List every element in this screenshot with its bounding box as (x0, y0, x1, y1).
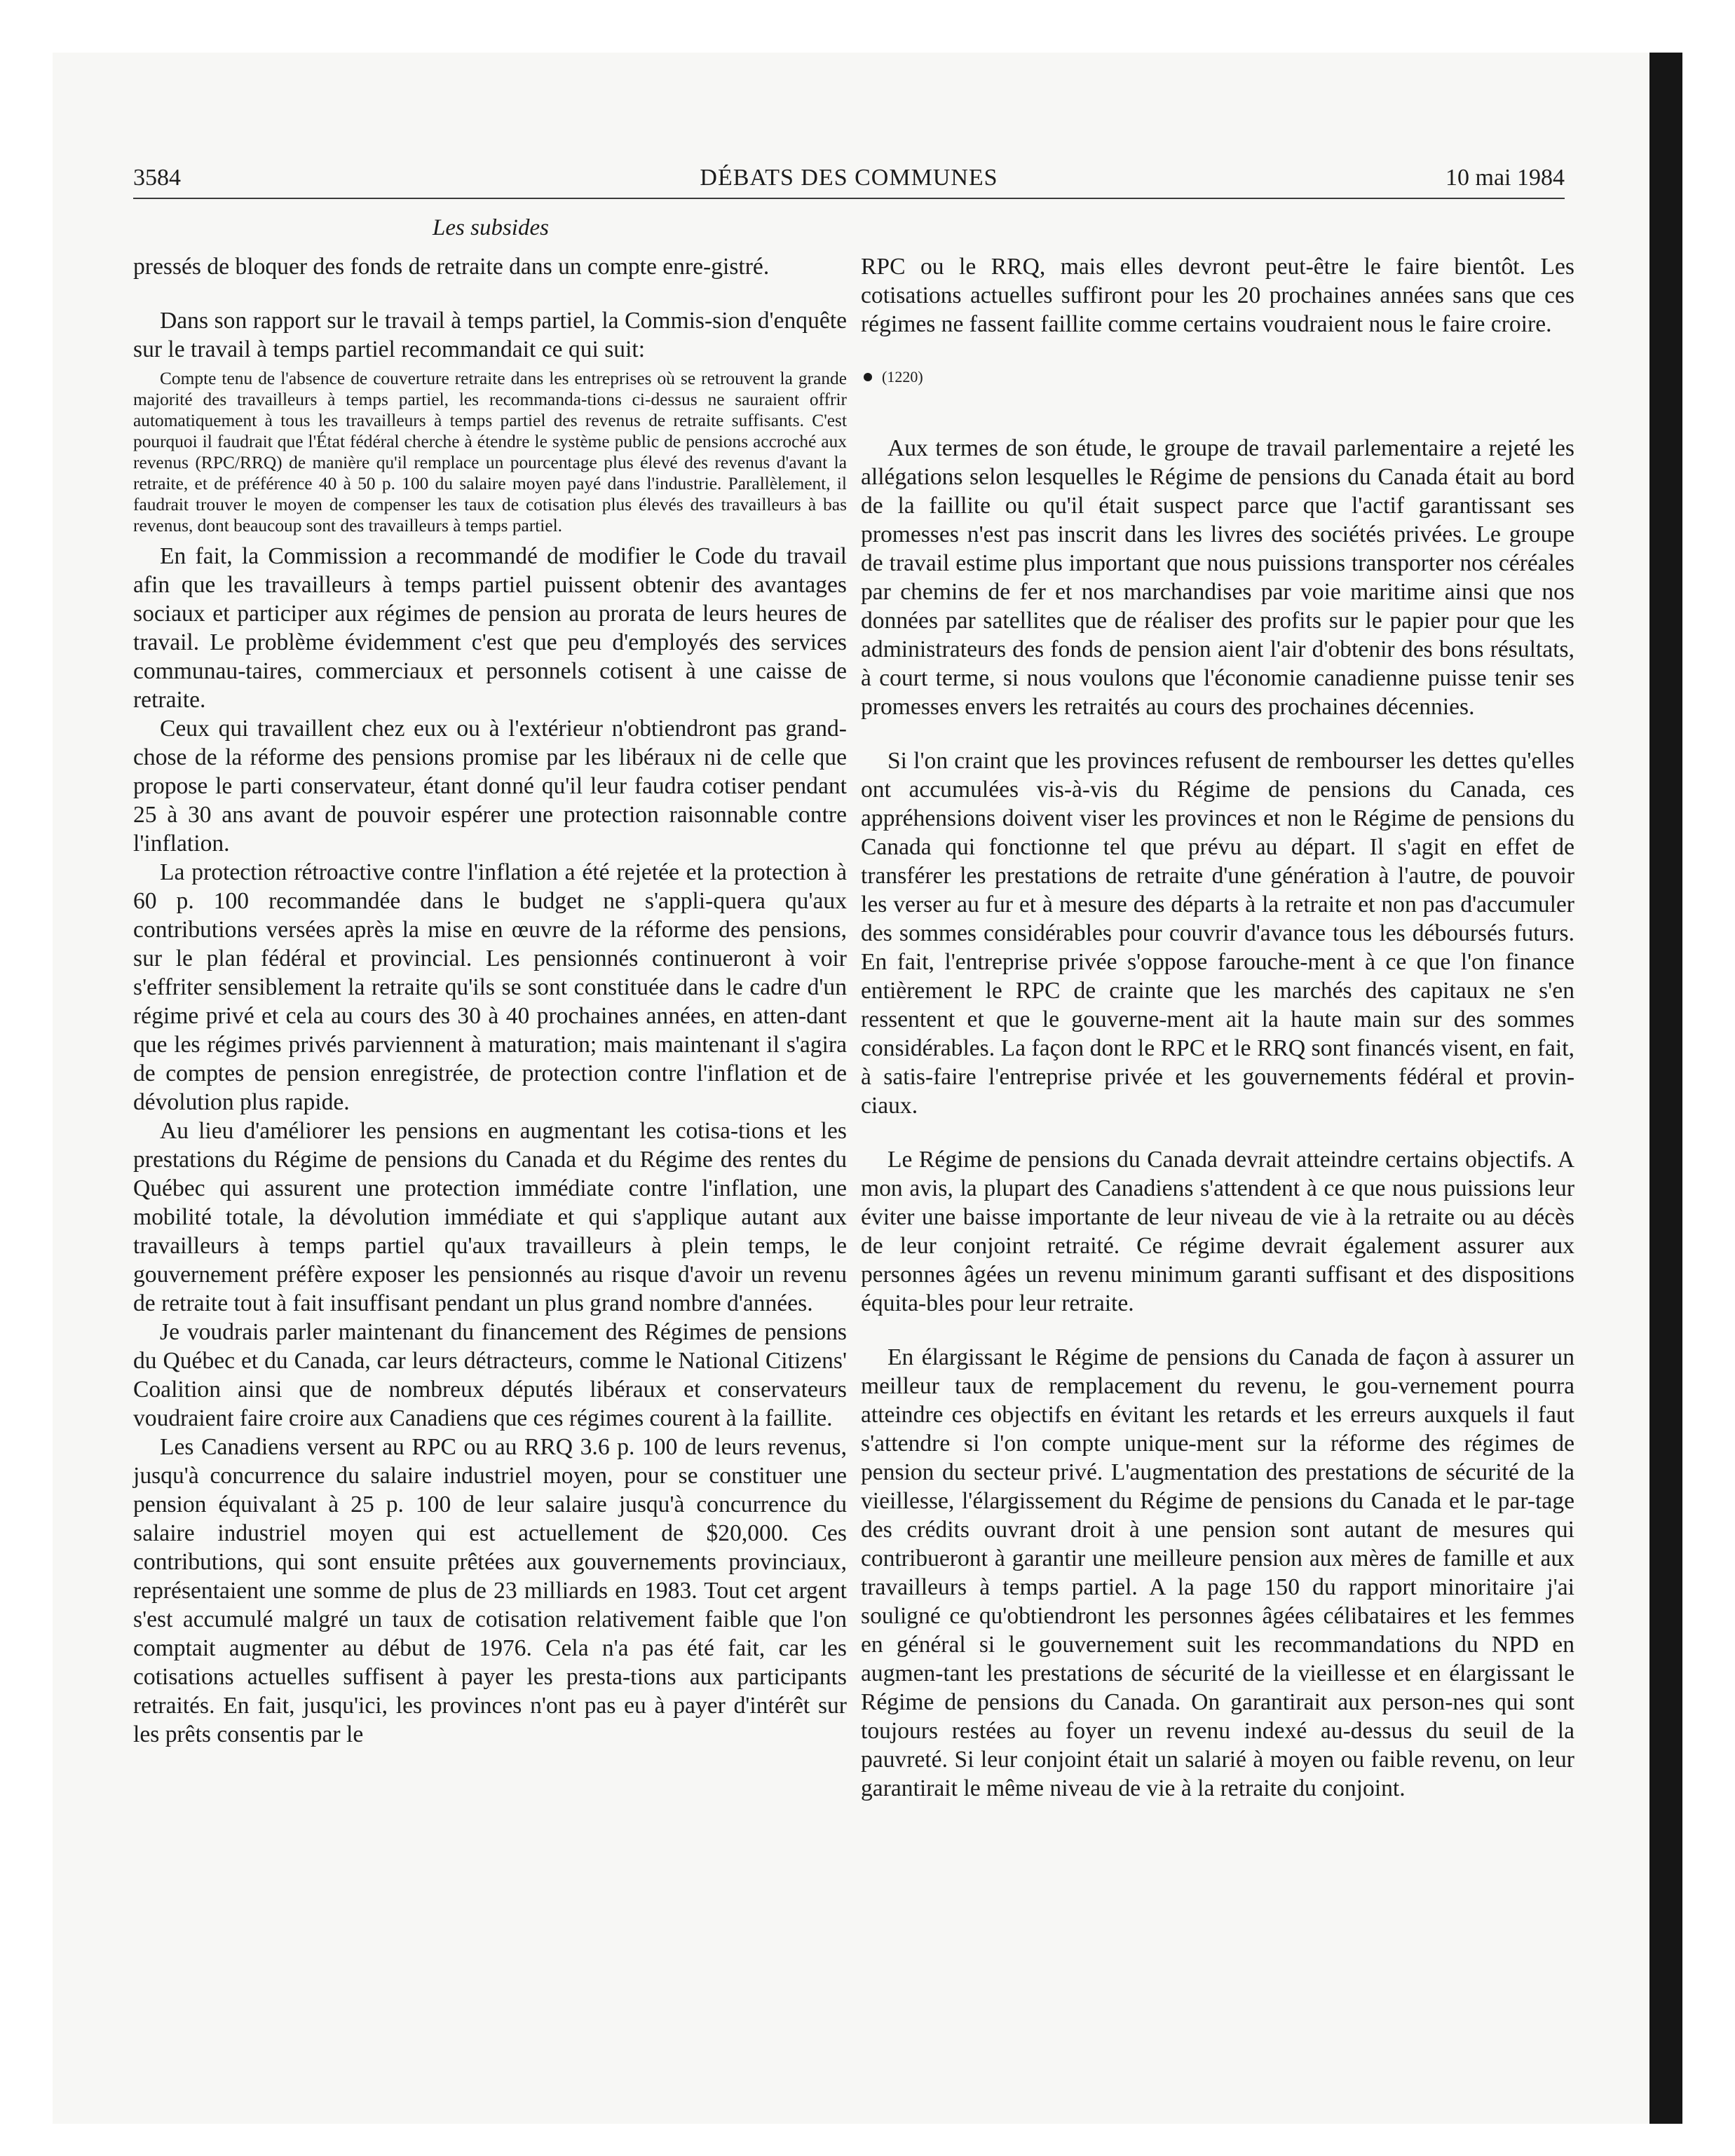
block-quote: Compte tenu de l'absence de couverture retraite dans les entreprises où se retrouvent la grande majorité des travailleurs à temps partiel, les recommanda-tions ci-dessus ne sauraient offrir automatiquement à tous les travailleurs à temps partiel des revenus de retraite suffisants. C'est pourquoi il faudrait que l'État fédéral cherche à étendre le système public de pensions accroché aux revenus (RPC/RRQ) de manière qu'il remplace un pourcentage plus élevé des revenus d'avant la retraite, et de préférence 40 à 50 p. 100 du salaire moyen payé dans l'industrie. Parallèlement, il faudrait trouver le moyen de compenser les taux de cotisation plus élevés des travailleurs à bas revenus, dont beaucoup sont des travailleurs à temps partiel. (133, 369, 847, 535)
publication-title: DÉBATS DES COMMUNES (700, 165, 998, 191)
page-header (133, 161, 1565, 199)
right-column (861, 252, 1574, 1803)
paragraph: En fait, la Commission a recommandé de modifier le Code du travail afin que les travailleurs à temps partiel puissent obtenir des avantages sociaux et participer aux régimes de pension au prorata de leurs heures de travail. Le problème évidemment c'est que peu d'employés des services communau-taires, commerciaux et personnels cotisent à une caisse de retraite. (133, 543, 847, 713)
paragraph: Au lieu d'améliorer les pensions en augmentant les cotisa-tions et les prestations du Régime de pensions du Canada et du Régime des rentes du Québec qui assurent une protection immédiate contre l'inflation, une mobilité totale, la dévolution immédiate et qui s'applique autant aux travailleurs à temps partiel qu'aux travailleurs à plein temps, le gouvernement préfère exposer les pensionnés au risque d'avoir un revenu de retraite tout à fait insuffisant pendant un plus grand nombre d'années. (133, 1118, 847, 1316)
paragraph: La protection rétroactive contre l'inflation a été rejetée et la protection à 60 p. 100 recommandée dans le budget ne s'appli-quera qu'aux contributions versées après la mise en œuvre de la réforme des pensions, sur le plan fédéral et provincial. Les pensionnés continueront à voir s'effriter sensiblement la retraite qu'ils se sont constituée dans le cadre d'un régime privé et cela au cours des 30 à 40 prochaines années, en atten-dant que les régimes privés parviennent à maturation; mais maintenant il s'agira de comptes de pension enregistrée, de protection contre l'inflation et de dévolution plus rapide. (133, 859, 847, 1115)
publication-date: 10 mai 1984 (1445, 165, 1565, 191)
paragraph: Aux termes de son étude, le groupe de travail parlementaire a rejeté les allégations selon lesquelles le Régime de pensions du Canada était au bord de la faillite ou qu'il était suspect parce que l'actif garantissant ses promesses n'est pas inscrit dans les livres des sociétés privées. Le groupe de travail estime plus important que nous puissions transporter nos céréales par chemins de fer et nos marchandises par voie maritime ainsi que nos données par satellites que de réaliser des profits sur le papier pour que les administrateurs des fonds de pension aient l'air d'obtenir des bons résultats, à court terme, si nous voulons que l'économie canadienne puisse tenir ses promesses envers les retraités au cours des prochaines décennies. (861, 435, 1574, 720)
paragraph: Le Régime de pensions du Canada devrait atteindre certains objectifs. A mon avis, la plupart des Canadiens s'attendent à ce que nous puissions leur éviter une baisse importante de leur niveau de vie à la retraite ou au décès de leur conjoint retraité. Ce régime devrait également assurer aux personnes âgées un revenu minimum garanti suffisant et des dispositions équita-bles pour leur retraite. (861, 1147, 1574, 1316)
paragraph: RPC ou le RRQ, mais elles devront peut-être le faire bientôt. Les cotisations actuelles suffiront pour les 20 prochaines années sans que ces régimes ne fassent faillite comme certains voudraient nous le faire croire. (861, 254, 1574, 337)
paragraph: pressés de bloquer des fonds de retraite dans un compte enre-gistré. (133, 254, 770, 280)
scan-edge-bar (1649, 53, 1682, 2124)
paragraph: Ceux qui travaillent chez eux ou à l'extérieur n'obtiendront pas grand-chose de la réforme des pensions promise par les libéraux ni de celle que propose le parti conservateur, étant donné qu'il leur faudra cotiser pendant 25 à 30 ans avant de pouvoir espérer une protection raisonnable contre l'inflation. (133, 716, 847, 857)
paragraph: En élargissant le Régime de pensions du Canada de façon à assurer un meilleur taux de remplacement du revenu, le gou-vernement pourra atteindre ces objectifs en évitant les retards et les erreurs auxquels il faut s'attendre si l'on compte unique-ment sur la réforme des régimes de pension du secteur privé. L'augmentation des prestations de sécurité de la vieillesse, l'élargissement du Régime de pensions du Canada et le par-tage des crédits ouvrant droit à une pension sont autant de mesures qui contribueront à garantir une meilleure pension aux mères de famille et aux travailleurs à temps partiel. A la page 150 du rapport minoritaire j'ai souligné ce qu'obtiendront les personnes âgées célibataires et les femmes en général si le gouvernement suit les recommandations du NPD en augmen-tant les prestations de sécurité de la vieillesse et en élargissant le Régime de pensions du Canada. On garantirait aux person-nes qui sont toujours restées au foyer un revenu indexé au-dessus du seuil de la pauvreté. Si leur conjoint était un salarié à moyen ou faible revenu, on leur garantirait le même niveau de vie à la retraite du conjoint. (861, 1344, 1574, 1801)
paragraph: Les Canadiens versent au RPC ou au RRQ 3.6 p. 100 de leurs revenus, jusqu'à concurrence du salaire industriel moyen, pour se constituer une pension équivalant à 25 p. 100 de leur salaire jusqu'à concurrence du salaire industriel moyen qui est actuellement de $20,000. Ces contributions, qui sont ensuite prêtées aux gouvernements provinciaux, représentaient une somme de plus de 23 milliards en 1983. Tout cet argent s'est accumulé malgré un taux de cotisation relativement faible que l'on comptait augmenter au début de 1976. Cela n'a pas été fait, car les cotisations actuelles suffisent à payer les presta-tions aux participants retraités. En fait, jusqu'ici, les provinces n'ont pas eu à payer d'intérêt sur les prêts consentis par le (133, 1434, 847, 1747)
paragraph: Dans son rapport sur le travail à temps partiel, la Commis-sion d'enquête sur le travail à temps partiel recommandait ce qui suit: (133, 308, 847, 362)
bullet-dot-icon (864, 373, 872, 381)
paragraph: Si l'on craint que les provinces refusent de rembourser les dettes qu'elles ont accumulées vis-à-vis du Régime de pensions du Canada, ces appréhensions doivent viser les provinces et non le Régime de pensions du Canada qui fonctionne tel que prévu au départ. Il s'agit en effet de transférer les prestations de retraite d'une génération à l'autre, de pouvoir les verser au fur et à mesure des départs à la retraite et non pas d'accumuler des sommes considérables pour couvrir d'avance tous les déboursés futurs. En fait, l'entreprise privée s'oppose farouche-ment à ce que l'on finance entièrement le RPC de crainte que les marchés des capitaux ne s'en ressentent et que le gouverne-ment ait la haute main sur des sommes considérables. La façon dont le RPC et le RRQ sont financés visent, en fait, à satis-faire l'entreprise privée et les gouvernements fédéral et provin-ciaux. (861, 748, 1574, 1119)
time-marker-label: (1220) (882, 368, 923, 386)
page-number: 3584 (133, 165, 181, 191)
time-marker (861, 367, 1574, 388)
section-title: Les subsides (433, 215, 549, 240)
paragraph: Je voudrais parler maintenant du financement des Régimes de pensions du Québec et du Canada, car leurs détracteurs, comme le National Citizens' Coalition ainsi que de nombreux députés libéraux et conservateurs voudraient faire croire aux Canadiens que ces régimes courent à la faillite. (133, 1319, 847, 1431)
left-column (133, 252, 847, 1749)
